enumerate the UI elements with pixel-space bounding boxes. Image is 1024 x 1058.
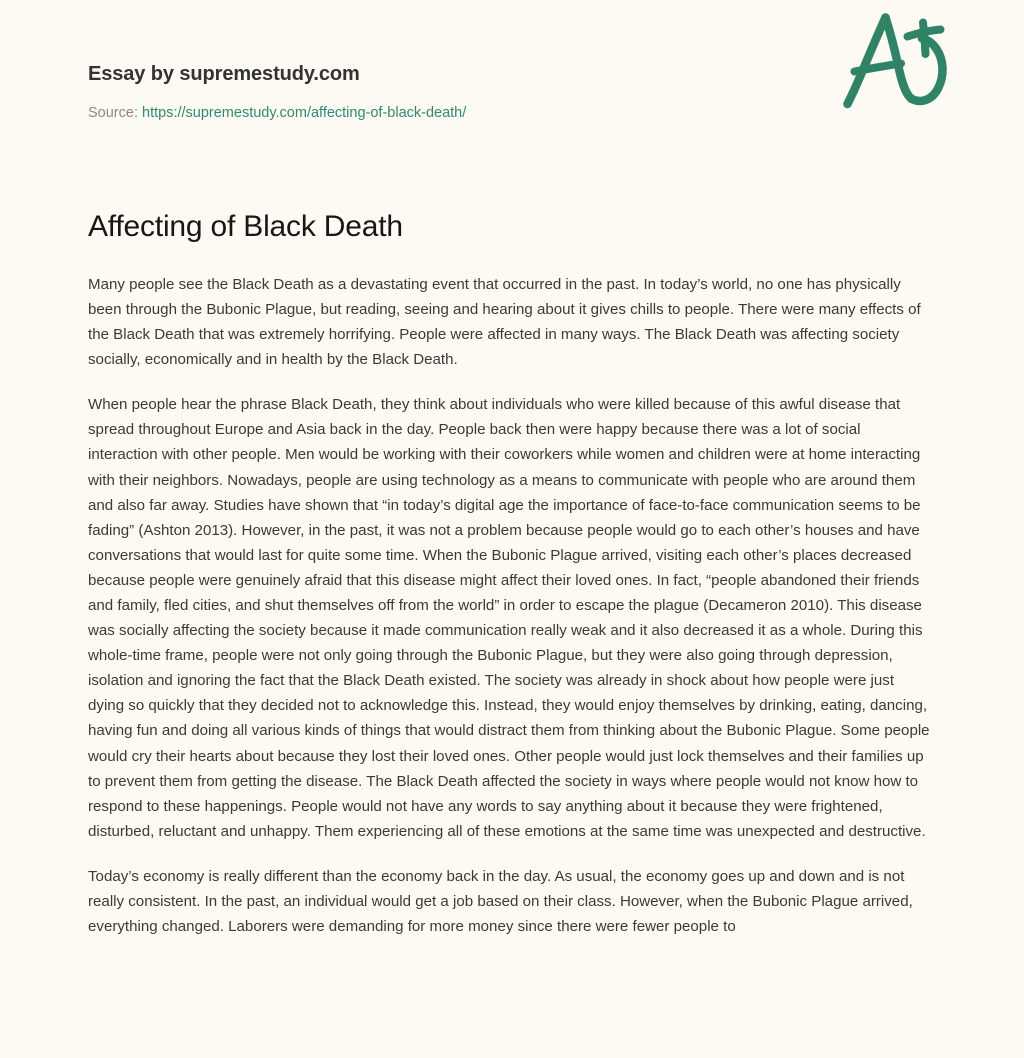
page-header xyxy=(88,0,936,123)
article-body xyxy=(88,272,936,939)
article-paragraph: Many people see the Black Death as a devastating event that occurred in the past. In today’s world, no one has physically been through the Bubonic Plague, but reading, seeing and hearing about it gives chills to people. There were many effects of the Black Death that was extremely horrifying. People were affected in many ways. The Black Death was affecting society socially, economically and in health by the Black Death. xyxy=(88,275,921,369)
a-plus-logo-icon xyxy=(822,0,962,124)
a-plus-logo[interactable] xyxy=(822,0,962,124)
source-url-link[interactable]: https://supremestudy.com/affecting-of-black-death/ xyxy=(142,105,467,121)
essay-byline: Essay by supremestudy.com xyxy=(88,63,360,85)
article-paragraph: Today’s economy is really different than the economy back in the day. As usual, the economy goes up and down and is not really consistent. In the past, an individual would get a job based on their class. However, when the Bubonic Plague arrived, everything changed. Laborers were demanding for more money since there were fewer people to xyxy=(88,867,913,936)
page-title: Affecting of Black Death xyxy=(88,209,403,243)
source-label: Source: xyxy=(88,105,138,121)
article-paragraph: When people hear the phrase Black Death, they think about individuals who were killed because of this awful disease that spread throughout Europe and Asia back in the day. People back then were happy because there was a lot of social interaction with other people. Men would be working with their coworkers while women and children were at home interacting with their neighbors. Nowadays, people are using technology as a means to communicate with people who are around them and also far away. Studies have shown that “in today’s digital age the importance of face-to-face communication seems to be fading” (Ashton 2013). However, in the past, it was not a problem because people would go to each other’s houses and have conversations that would last for quite some time. When the Bubonic Plague arrived, visiting each other’s places decreased because people were genuinely afraid that this disease might affect their loved ones. In fact, “people abandoned their friends and family, fled cities, and shut themselves off from the world” in order to escape the plague (Decameron 2010). This disease was socially affecting the society because it made communication really weak and it also decreased it as a whole. During this whole-time frame, people were not only going through the Bubonic Plague, but they were also going through depression, isolation and ignoring the fact that the Black Death existed. The society was already in shock about how people were just dying so quickly that they decided not to acknowledge this. Instead, they would enjoy themselves by drinking, eating, dancing, having fun and doing all various kinds of things that would distract them from thinking about the Bubonic Plague. Some people would cry their hearts about because they lost their loved ones. Other people would just lock themselves and their families up to prevent them from getting the disease. The Black Death affected the society in ways where people would not know how to respond to these happenings. People would not have any words to say anything about it because they were frightened, disturbed, reluctant and unhappy. Them experiencing all of these emotions at the same time was unexpected and destructive. xyxy=(88,396,930,840)
source-line xyxy=(88,104,936,123)
article xyxy=(88,209,936,939)
